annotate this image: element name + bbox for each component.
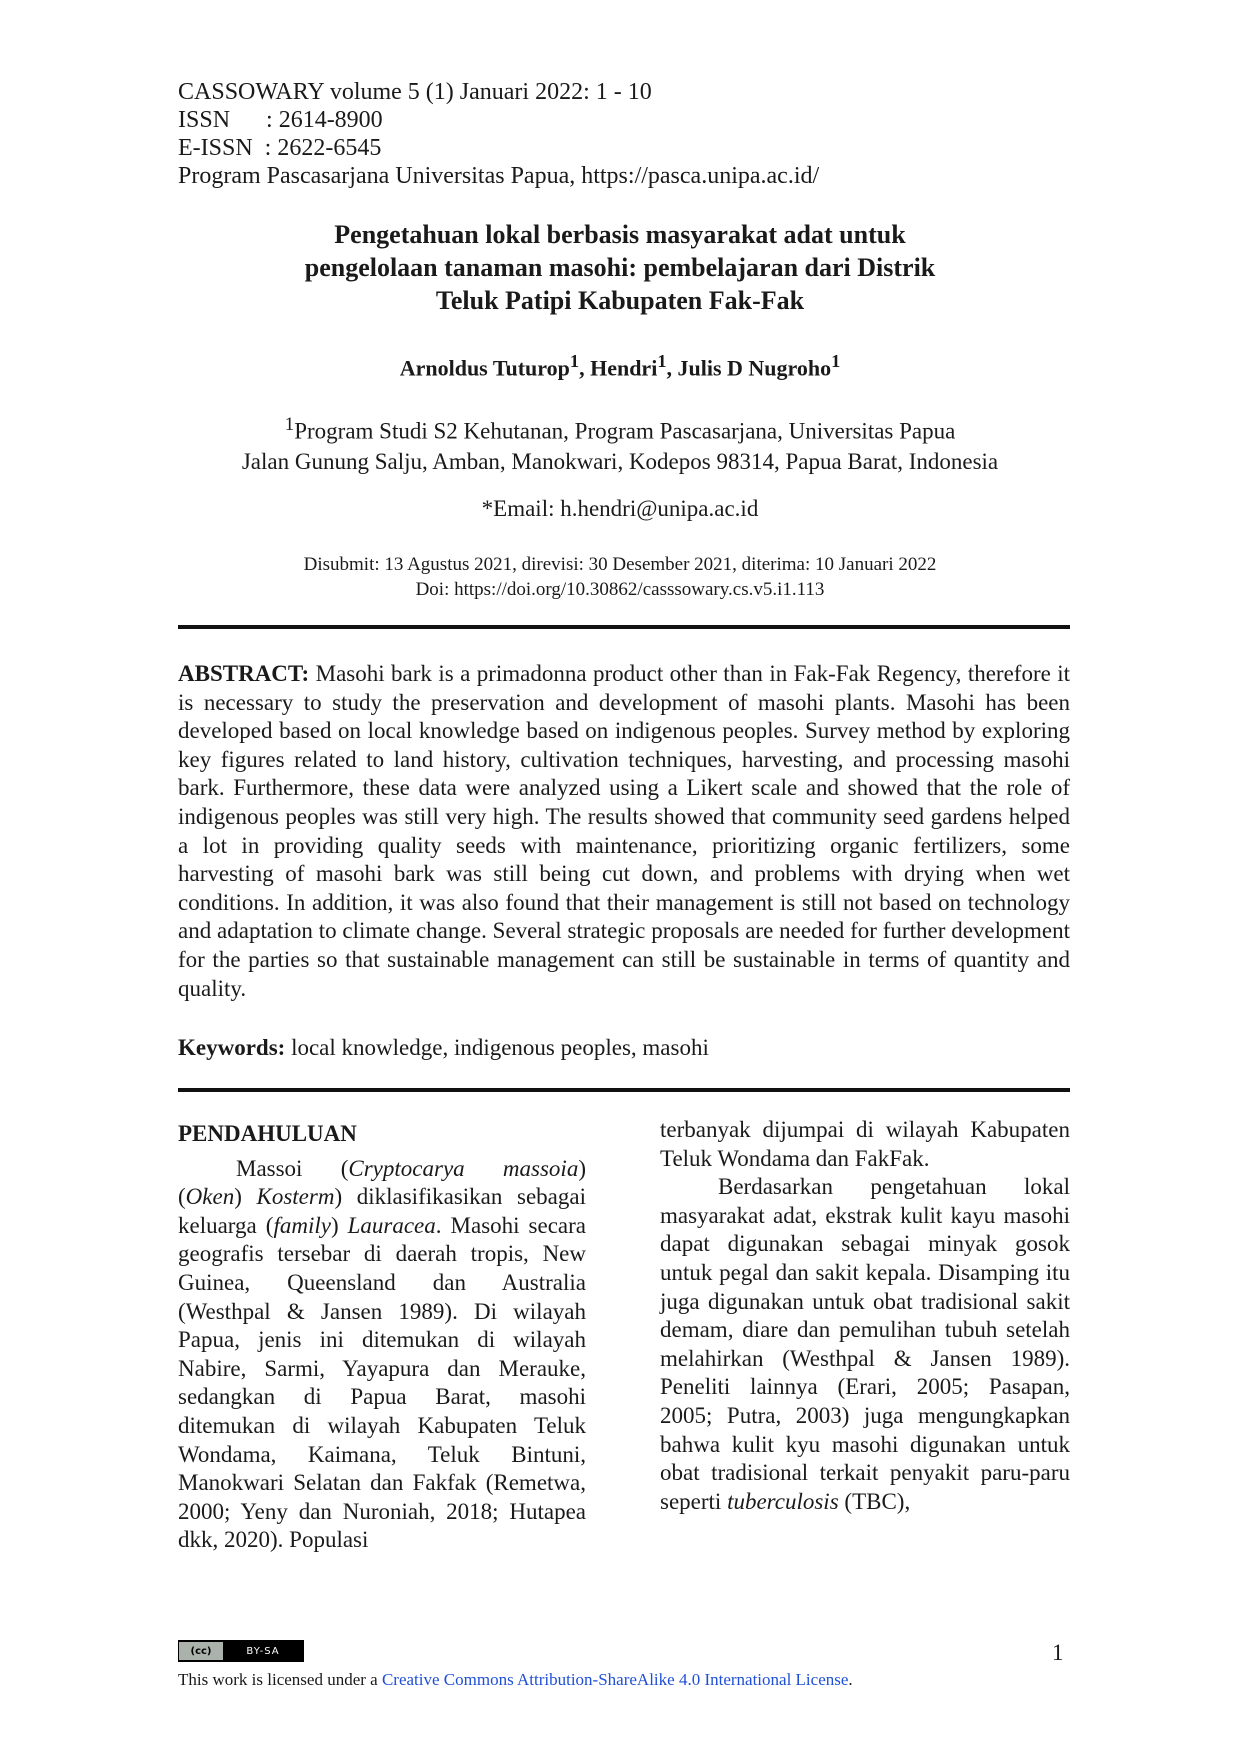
abstract-label: ABSTRACT: <box>178 661 310 686</box>
right-column <box>660 1116 1070 1516</box>
affiliation-address: Jalan Gunung Salju, Amban, Manokwari, Kodepos 98314, Papua Barat, Indonesia <box>241 448 999 474</box>
doi: Doi: https://doi.org/10.30862/casssowary.cs.v5.i1.113 <box>415 579 825 600</box>
author-affiliation-mark: 1 <box>569 351 580 371</box>
intro-paragraph: Massoi (Cryptocarya massoia) (Oken) Kosterm) diklasifikasikan sebagai keluarga (family) Lauracea. Masohi secara geografis tersebar di daerah tropis, New Guinea, Queensland dan Australia (Westhpal & Jansen 1989). Di wilayah Papua, jenis ini ditemukan di wilayah Nabire, Sarmi, Yayapura dan Merauke, sedangkan di Papua Barat, masohi ditemukan di wilayah Kabupaten Teluk Wondama, Kaimana, Teluk Bintuni, Manokwari Selatan dan Fakfak (Remetwa, 2000; Yeny dan Nuroniah, 2018; Hutapea dkk, 2020). Populasi <box>178 1155 586 1553</box>
title-line: pengelolaan tanaman masohi: pembelajaran dari Distrik <box>304 253 936 282</box>
divider-bottom <box>178 1088 1070 1092</box>
author-separator: , <box>579 355 591 381</box>
license-prefix: This work is licensed under a <box>178 1670 382 1689</box>
by-sa-icon: BY-SA <box>246 1645 280 1657</box>
author-name: Arnoldus Tuturop <box>399 355 570 381</box>
continued-paragraph: terbanyak dijumpai di wilayah Kabupaten Teluk Wondama dan FakFak. <box>660 1117 1070 1171</box>
author-list <box>180 351 1060 381</box>
section-heading: PENDAHULUAN <box>178 1121 357 1146</box>
page-number: 1 <box>1052 1640 1064 1665</box>
issn: ISSN : 2614-8900 <box>178 107 383 133</box>
cc-icon: (cc) <box>179 1642 223 1660</box>
cc-license-badge[interactable] <box>178 1640 304 1662</box>
license-link[interactable]: Creative Commons Attribution-ShareAlike 4.0 International License <box>381 1670 849 1689</box>
divider-top <box>178 625 1070 629</box>
keywords-label: Keywords: <box>178 1035 286 1060</box>
author-affiliation-mark: 1 <box>657 351 667 371</box>
abstract-text: Masohi bark is a primadonna product other than in Fak-Fak Regency, therefore it is necessary to study the preservation and development of masohi plants. Masohi has been developed based on local knowledge based on indigenous peoples. Survey method by exploring key figures related to land history, cultivation techniques, harvesting, and processing masohi bark. Furthermore, these data were analyzed using a Likert scale and showed that the role of indigenous peoples was still very high. The results showed that community seed gardens helped a lot in providing quality seeds with maintenance, prioritizing organic fertilizers, some harvesting of masohi bark was still being cut down, and problems with drying when wet conditions. In addition, it was also found that their management is still not based on technology and adaptation to climate change. Several strategic proposals are needed for further development for the parties so that sustainable management can still be sustainable in terms of quantity and quality. <box>178 661 1071 1001</box>
left-column <box>178 1120 586 1555</box>
affiliation-mark: 1 <box>284 414 295 435</box>
title-line: Pengetahuan lokal berbasis masyarakat adat untuk <box>334 220 906 249</box>
eissn: E-ISSN : 2622-6545 <box>178 135 382 161</box>
license-notice <box>178 1670 853 1690</box>
affiliation-line: Program Studi S2 Kehutanan, Program Pascasarjana, Universitas Papua <box>294 418 956 444</box>
author-name: Julis D Nugroho <box>677 355 832 381</box>
author-affiliation-mark: 1 <box>831 351 841 371</box>
author-separator: , <box>666 355 678 381</box>
publisher-info: Program Pascasarjana Universitas Papua, https://pasca.unipa.ac.id/ <box>178 163 820 189</box>
abstract <box>178 660 1070 1003</box>
title-line: Teluk Patipi Kabupaten Fak-Fak <box>435 286 805 315</box>
affiliation <box>150 410 1090 477</box>
license-suffix: . <box>848 1670 853 1689</box>
submission-dates: Disubmit: 13 Agustus 2021, direvisi: 30 Desember 2021, diterima: 10 Januari 2022 <box>303 554 937 575</box>
keywords <box>178 1035 1070 1061</box>
keywords-text: local knowledge, indigenous peoples, masohi <box>291 1035 709 1060</box>
publication-dates <box>180 552 1060 602</box>
paper-title <box>180 218 1060 317</box>
contact-email: *Email: h.hendri@unipa.ac.id <box>481 496 759 521</box>
local-knowledge-paragraph: Berdasarkan pengetahuan lokal masyarakat adat, ekstrak kulit kayu masohi dapat digunakan sebagai minyak gosok untuk pegal dan sakit kepala. Disamping itu juga digunakan untuk obat tradisional sakit demam, diare dan pemulihan tubuh setelah melahirkan (Westhpal & Jansen 1989). Peneliti lainnya (Erari, 2005; Pasapan, 2005; Putra, 2003) juga mengungkapkan bahwa kulit kyu masohi digunakan untuk obat tradisional terkait penyakit paru-paru seperti tuberculosis (TBC), <box>660 1174 1070 1514</box>
author-name: Hendri <box>590 355 658 381</box>
journal-citation: CASSOWARY volume 5 (1) Januari 2022: 1 - 10 <box>178 79 652 105</box>
